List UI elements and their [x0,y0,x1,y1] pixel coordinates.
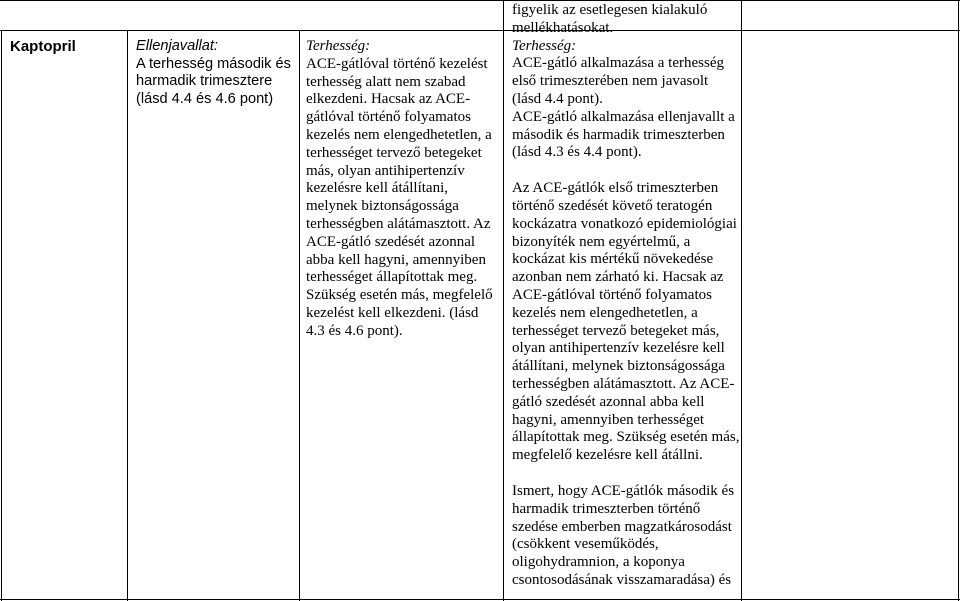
pil-top-text: figyelik az esetlegesen kialakuló mellékhatásokat. [512,2,708,36]
contraindication-heading: Ellenjavallat: [136,38,218,54]
drug-name: Kaptopril [10,38,76,55]
pil-paragraph-2: ACE-gátló alkalmazása ellenjavallt a második és harmadik trimeszterben (lásd 4.3 és 4.4 pont). [512,108,735,161]
col-border-4 [741,0,742,601]
spc-cell [306,38,496,341]
table-bottom-border [0,599,960,600]
contraindication-cell [136,38,296,108]
col-border-2 [299,30,300,601]
pil-paragraph-1: ACE-gátló alkalmazása a terhesség első trimeszterében nem javasolt (lásd 4.4 pont). [512,55,724,107]
table-top-border [0,0,960,1]
col-border-1 [127,30,128,601]
contraindication-text: A terhesség második és harmadik trimesztere (lásd 4.4 és 4.6 pont) [136,55,291,107]
col-border-0 [1,30,2,601]
col-border-3 [503,0,504,601]
pil-cell [512,2,740,590]
spc-pregnancy-heading: Terhesség: [306,38,371,54]
pil-pregnancy-heading: Terhesség: [512,37,577,54]
pil-paragraph-3: Az ACE-gátlók első trimeszterben történő szedését követő teratogén kockázatra vonatkozó epidemiológiai bizonyíték nem egyértelmű, a kockázat kis mértékű növekedése azonban nem zárható ki. Hacsak az ACE-gátlóval történő folyamatos kezelés nem elengedhetetlen, a terhességet tervező betegeket más, olyan antihipertenzív kezelésre kell átállítani, melynek biztonságossága terhességben alátámasztott. Az ACE-gátló szedését azonnal abba kell hagyni, amennyiben terhességet állapítottak meg. Szükség esetén más, megfelelő kezelésre kell átállni. [512,180,740,464]
spc-pregnancy-text: ACE-gátlóval történő kezelést terhesség alatt nem szabad elkezdeni. Hacsak az ACE-gátlóval történő folyamatos kezelés nem elengedhetetlen, a terhességet tervező betegeket más, olyan antihipertenzív kezelésre kell átállítani, melynek biztonságossága terhességben alátámasztott. Az ACE-gátló szedését azonnal abba kell hagyni, amennyiben terhességet állapítottak meg. Szükség esetén más, megfelelő kezelést kell elkezdeni. (lásd 4.3 és 4.6 pont). [306,55,493,339]
row-separator [0,30,960,31]
pil-paragraph-4: Ismert, hogy ACE-gátlók második és harmadik trimeszterben történő szedése emberben magzatkárosodást (csökkent veseműködés, oligohydramnion, a koponya csontosodásának visszamaradása) és [512,482,735,588]
col-border-5 [958,0,959,601]
